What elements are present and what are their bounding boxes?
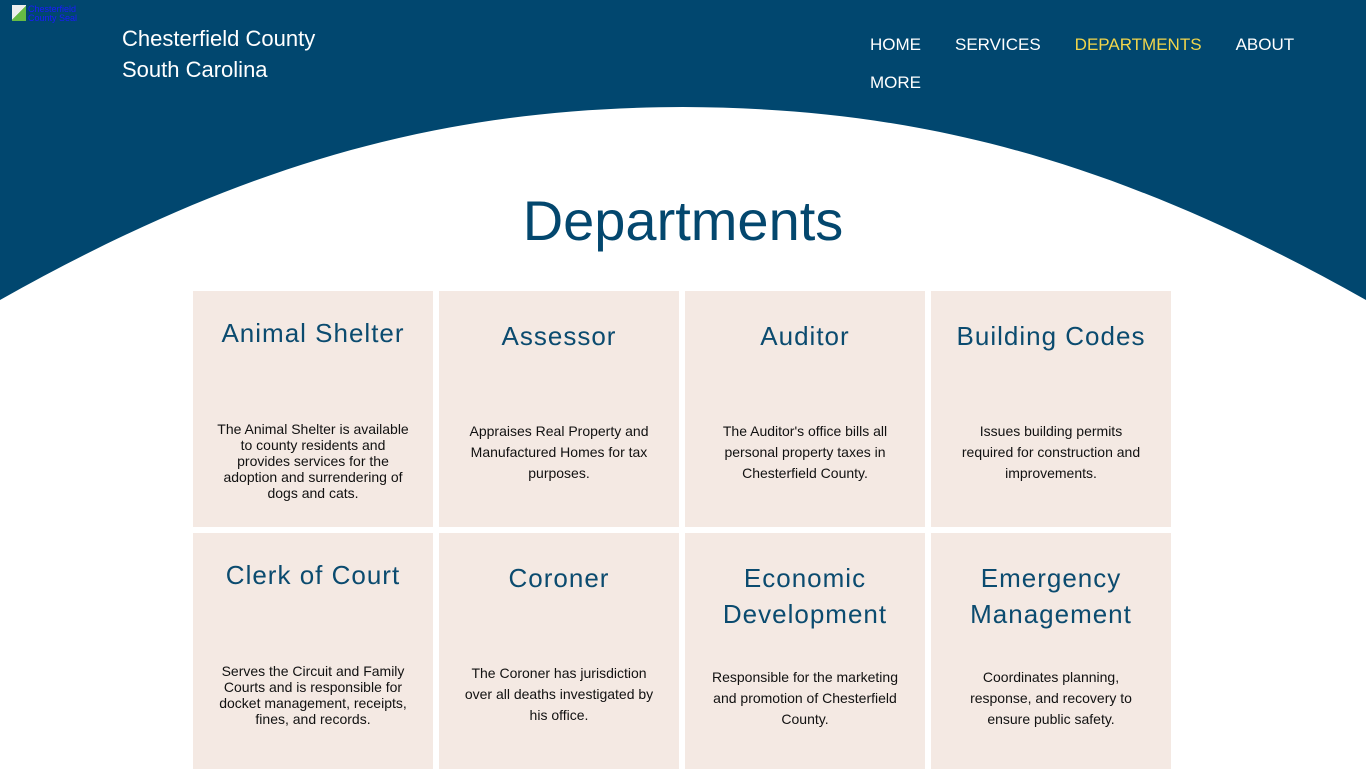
department-card-assessor[interactable] (439, 291, 679, 527)
nav-about[interactable]: ABOUT (1235, 35, 1295, 54)
card-title: Assessor (501, 321, 617, 351)
department-card-clerk-of-court[interactable] (193, 533, 433, 769)
card-title: Emergency Management (970, 563, 1132, 629)
broken-image-icon (12, 5, 26, 21)
department-card-building-codes[interactable] (931, 291, 1171, 527)
nav-services[interactable]: SERVICES (955, 35, 1041, 54)
card-title: Clerk of Court (225, 560, 401, 590)
card-description: The Animal Shelter is available to county residents and provides services for the adoption and surrendering of dogs and cats. (217, 421, 409, 501)
card-description: Appraises Real Property and Manufactured Homes for tax purposes. (469, 423, 649, 481)
site-title-line1: Chesterfield County (122, 26, 316, 51)
nav-home[interactable]: HOME (870, 35, 921, 54)
page-title: Departments (522, 189, 844, 252)
department-card-economic-development[interactable] (685, 533, 925, 769)
department-card-auditor[interactable] (685, 291, 925, 527)
site-title-line2: South Carolina (122, 57, 268, 82)
card-description: The Auditor's office bills all personal property taxes in Chesterfield County. (722, 423, 888, 481)
card-description: The Coroner has jurisdiction over all deaths investigated by his office. (464, 665, 654, 723)
card-title: Animal Shelter (221, 318, 405, 348)
card-description: Issues building permits required for construction and improvements. (961, 423, 1141, 481)
nav-departments[interactable]: DEPARTMENTS (1074, 35, 1202, 54)
county-seal-logo[interactable] (12, 5, 87, 23)
card-title: Auditor (760, 321, 850, 351)
departments-grid (193, 291, 1171, 769)
card-title: Coroner (508, 563, 610, 593)
card-title: Building Codes (956, 321, 1146, 351)
card-title: Economic Development (722, 563, 888, 629)
site-title[interactable] (122, 23, 315, 85)
logo-alt-text: Chesterfield County Seal (28, 4, 78, 23)
department-card-emergency-management[interactable] (931, 533, 1171, 769)
nav-more[interactable]: MORE (870, 73, 921, 92)
main-nav (870, 34, 1340, 94)
card-description: Responsible for the marketing and promotion of Chesterfield County. (712, 669, 898, 727)
card-description: Serves the Circuit and Family Courts and is responsible for docket management, receipts, fines, and records. (219, 663, 407, 727)
department-card-coroner[interactable] (439, 533, 679, 769)
department-card-animal-shelter[interactable] (193, 291, 433, 527)
card-description: Coordinates planning, response, and recovery to ensure public safety. (970, 669, 1132, 727)
